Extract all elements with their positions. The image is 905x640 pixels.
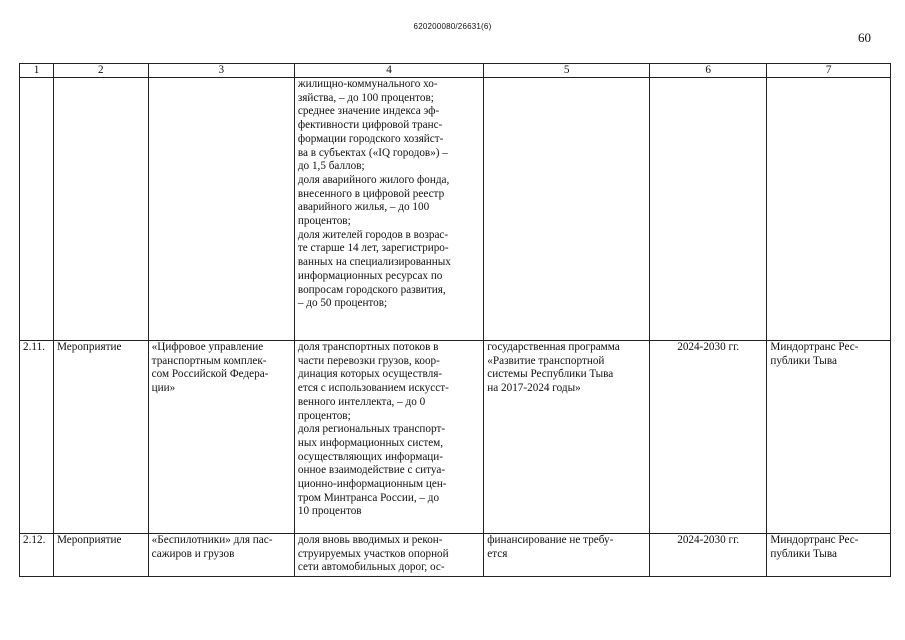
- table-row: [20, 341, 891, 534]
- responsible-cell: Миндортранс Рес- публики Тыва: [767, 341, 891, 534]
- row-number-cell: 2.12.: [20, 534, 54, 577]
- measure-type-cell: Мероприятие: [53, 341, 148, 534]
- column-number: 5: [484, 64, 650, 78]
- measures-table: [19, 63, 891, 577]
- measure-type-cell: Мероприятие: [53, 534, 148, 577]
- page-number: 60: [858, 30, 871, 45]
- responsible-cell: [767, 78, 891, 341]
- indicators-cell: доля транспортных потоков в части перевозки грузов, коор- динация которых осуществля- ется с использованием искусст- венного интеллекта, – до 0 процентов; доля региональных транспорт- ных информационных систем, осуществляющих информаци- онное взаимодействие с ситуа- ционно-информационным цен- тром Минтранса России, – до 10 процентов: [294, 341, 483, 534]
- financing-cell: государственная программа «Развитие транспортной системы Республики Тыва на 2017-2024 годы»: [484, 341, 650, 534]
- column-number: 3: [148, 64, 294, 78]
- column-number: 2: [53, 64, 148, 78]
- column-number: 7: [767, 64, 891, 78]
- indicators-cell: жилищно-коммунального хо- зяйства, – до 100 процентов; среднее значение индекса эф- фективности цифровой транс- формации городского хозяйст- ва в субъектах («IQ городов») – до 1,5 баллов; доля аварийного жилого фонда, внесенного в цифровой реестр аварийного жилья, – до 100 процентов; доля жителей городов в возрас- те старше 14 лет, зарегистриро- ванных на специализированных информационных ресурсах по вопросам городского развития, – до 50 процентов;: [294, 78, 483, 341]
- row-number-cell: [20, 78, 54, 341]
- financing-cell: [484, 78, 650, 341]
- table-row: [20, 78, 891, 341]
- table-row: [20, 534, 891, 577]
- column-number-header-row: [20, 64, 891, 78]
- period-cell: 2024-2030 гг.: [650, 341, 767, 534]
- period-cell: 2024-2030 гг.: [650, 534, 767, 577]
- column-number: 1: [20, 64, 54, 78]
- measure-name-cell: «Беспилотники» для пас- сажиров и грузов: [148, 534, 294, 577]
- column-number: 6: [650, 64, 767, 78]
- document-id: 620200080/26631(6): [413, 22, 492, 31]
- responsible-cell: Миндортранс Рес- публики Тыва: [767, 534, 891, 577]
- row-number-cell: 2.11.: [20, 341, 54, 534]
- period-cell: [650, 78, 767, 341]
- indicators-cell: доля вновь вводимых и рекон- струируемых участков опорной сети автомобильных дорог, ос-: [294, 534, 483, 577]
- column-number: 4: [294, 64, 483, 78]
- financing-cell: финансирование не требу- ется: [484, 534, 650, 577]
- measure-name-cell: [148, 78, 294, 341]
- measure-type-cell: [53, 78, 148, 341]
- measure-name-cell: «Цифровое управление транспортным комплек- сом Российской Федера- ции»: [148, 341, 294, 534]
